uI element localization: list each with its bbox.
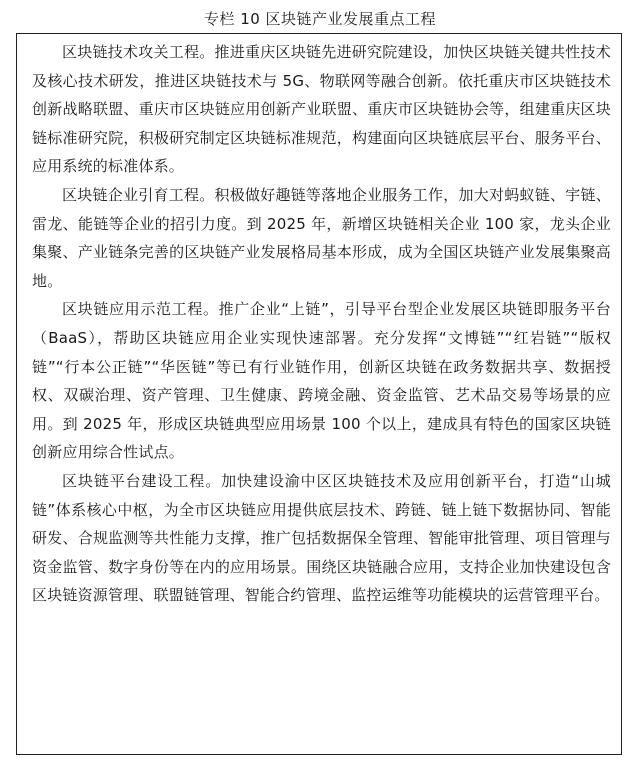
paragraph-platform-construction: 区块链平台建设工程。加快建设渝中区区块链技术及应用创新平台，打造“山城链”体系核心中枢，为全市区块链应用提供底层技术、跨链、链上链下数据协同、智能研发、合规监测等共性能力支撑，推广包括数据保全管理、智能审批管理、项目管理与资金监管、数字身份等在内的应用场景。围绕区块链融合应用，支持企业加快建设包含区块链资源管理、联盟链管理、智能合约管理、监控运维等功能模块的运营管理平台。 — [32, 471, 611, 605]
paragraph-application-demo: 区块链应用示范工程。推广企业“上链”，引导平台型企业发展区块链即服务平台（BaaS），帮助区块链应用企业实现快速部署。充分发挥“文博链”“红岩链”“版权链”“行本公正链”“华医链”等已有行业链作用，创新区块链在政务数据共享、数据授权、双碳治理、资产管理、卫生健康、跨境金融、资金监管、艺术品交易等场景的应用。到 2025 年，形成区块链典型应用场景 100 个以上，建成具有特色的国家区块链创新应用综合性试点。 — [32, 300, 611, 462]
column-title: 专栏 10 区块链产业发展重点工程 — [203, 10, 437, 28]
paragraph-tech-research: 区块链技术攻关工程。推进重庆区块链先进研究院建设，加快区块链关键共性技术及核心技术研发，推进区块链技术与 5G、物联网等融合创新。依托重庆市区块链技术创新战略联盟、重庆市区块链应用创新产业联盟、重庆市区块链协会等，组建重庆区块链标准研究院，积极研究制定区块链标准规范，构建面向区块链底层平台、服务平台、应用系统的标准体系。 — [32, 43, 611, 176]
paragraph-enterprise-attraction: 区块链企业引育工程。积极做好趣链等落地企业服务工作，加大对蚂蚁链、宇链、雷龙、能链等企业的招引力度。到 2025 年，新增区块链相关企业 100 家，龙头企业集聚、产业链条完善的区块链产业发展格局基本形成，成为全国区块链产业发展集聚高地。 — [32, 185, 611, 290]
content-box — [16, 33, 622, 755]
